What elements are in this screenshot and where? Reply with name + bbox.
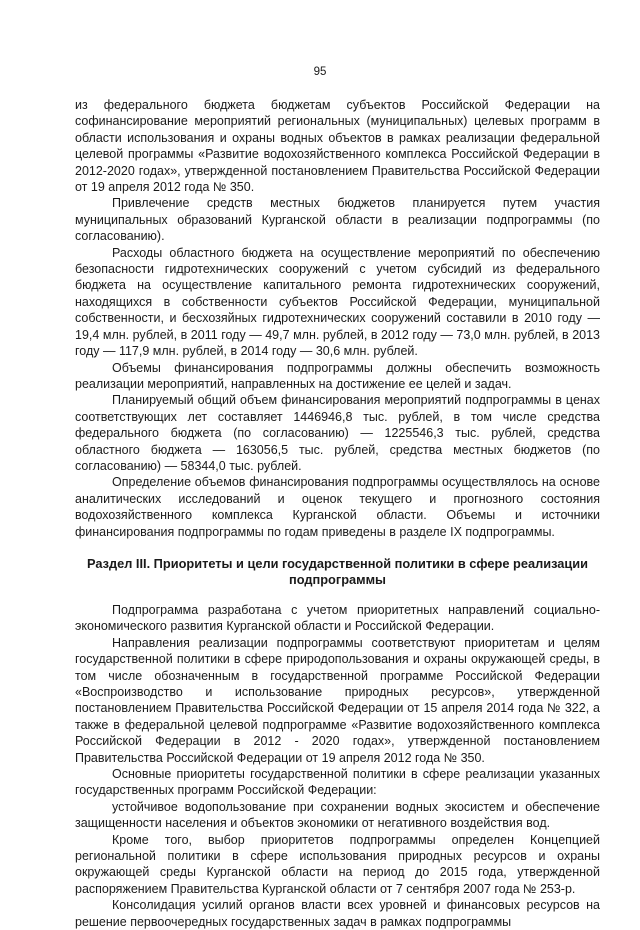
- paragraph-planned-total: Планируемый общий объем финансирования мероприятий подпрограммы в ценах соответствующих лет составляет 1446946,8 тыс. рублей, в том числе средства федерального бюджета (по согласованию) — 1225546,3 тыс. рублей, средства областного бюджета — 163056,5 тыс. рублей, средства местных бюджетов (по согласованию) — 58344,0 тыс. рублей.: [75, 393, 600, 473]
- paragraph-consolidation: Консолидация усилий органов власти всех уровней и финансовых ресурсов на решение первоочередных государственных задач в рамках подпрограммы: [75, 898, 600, 929]
- page-number: 95: [313, 66, 327, 78]
- paragraph-development-basis: Подпрограмма разработана с учетом приоритетных направлений социально-экономического развития Курганской области и Российской Федерации.: [75, 602, 600, 634]
- paragraph-sustainable-water-use: устойчивое водопользование при сохранении водных экосистем и обеспечение защищенности населения и объектов экономики от негативного воздействия вод.: [75, 799, 600, 831]
- paragraph-funding-federal: из федерального бюджета бюджетам субъектов Российской Федерации на софинансирование мероприятий региональных (муниципальных) целевых программ в области использования и охраны водных объектов в рамках реализации федеральной целевой программы «Развитие водохозяйственного комплекса Российской Федерации в 2012-2020 годах», утвержденной постановлением Правительства Российской Федерации от 19 апреля 2012 года № 350.: [75, 98, 600, 195]
- paragraph-regional-expenses: Расходы областного бюджета на осуществление мероприятий по обеспечению безопасности гидротехнических сооружений с учетом субсидий из федерального бюджета на осуществление капитального ремонта гидротехнических сооружений, находящихся в собственности субъектов Российской Федерации, муниципальной собственности, и бесхозяйных гидротехнических сооружений составили в 2010 году — 19,4 млн. рублей, в 2011 году — 49,7 млн. рублей, в 2012 году — 73,0 млн. рублей, в 2013 году — 117,9 млн. рублей, в 2014 году — 30,6 млн. рублей.: [75, 245, 600, 359]
- paragraph-funding-volumes: Объемы финансирования подпрограммы должны обеспечить возможность реализации мероприятий, направленных на достижение ее целей и задач.: [75, 360, 600, 391]
- document-body: [75, 97, 600, 930]
- paragraph-funding-definition: Определение объемов финансирования подпрограммы осуществлялось на основе аналитических исследований и оценок текущего и прогнозного состояния водохозяйственного комплекса Курганской области. Объемы и источники финансирования подпрограммы по годам приведены в разделе IX подпрограммы.: [75, 475, 600, 539]
- paragraph-policy-directions: Направления реализации подпрограммы соответствуют приоритетам и целям государственной политики в сфере природопользования и охраны окружающей среды, в том числе обозначенным в государственной программе Российской Федерации «Воспроизводство и использование природных ресурсов», утвержденной постановлением Правительства Российской Федерации от 15 апреля 2014 года № 322, а также в федеральной целевой подпрограмме «Развитие водохозяйственного комплекса Российской Федерации в 2012 - 2020 годах», утвержденной постановлением Правительства Российской Федерации от 19 апреля 2012 года № 350.: [75, 635, 600, 765]
- section-heading: Раздел III. Приоритеты и цели государственной политики в сфере реализации подпрограммы: [86, 555, 588, 587]
- paragraph-local-budgets: Привлечение средств местных бюджетов планируется путем участия муниципальных образований Курганской области в реализации подпрограммы (по согласованию).: [75, 196, 600, 244]
- paragraph-main-priorities: Основные приоритеты государственной политики в сфере реализации указанных государственных программ Российской Федерации:: [75, 767, 600, 798]
- paragraph-regional-concept: Кроме того, выбор приоритетов подпрограммы определен Концепцией региональной политики в сфере использования природных ресурсов и охраны окружающей среды Курганской области на период до 2015 года, утвержденной распоряжением Правительства Курганской области от 7 сентября 2007 года № 253-р.: [75, 832, 600, 896]
